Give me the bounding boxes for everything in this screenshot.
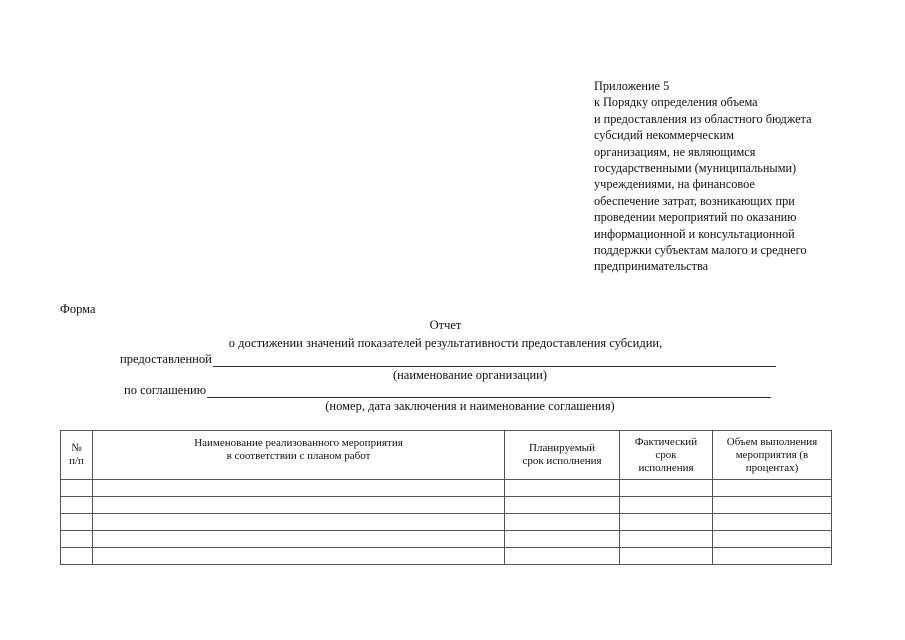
table-cell[interactable] xyxy=(505,497,620,514)
organization-hint: (наименование организации) xyxy=(392,368,548,382)
table-cell[interactable] xyxy=(505,480,620,497)
header-actual-term xyxy=(620,431,713,480)
header-activity-name xyxy=(93,431,505,480)
table-cell[interactable] xyxy=(505,514,620,531)
table-row xyxy=(61,514,832,531)
report-table xyxy=(60,430,832,565)
table-cell[interactable] xyxy=(505,531,620,548)
agreement-label: по соглашению xyxy=(124,383,207,397)
agreement-field[interactable] xyxy=(207,385,771,398)
appendix-line: субсидий некоммерческим xyxy=(594,128,734,143)
table-cell[interactable] xyxy=(93,497,505,514)
table-cell[interactable] xyxy=(61,548,93,565)
table-cell[interactable] xyxy=(620,531,713,548)
agreement-hint: (номер, дата заключения и наименование соглашения) xyxy=(325,399,615,413)
table-cell[interactable] xyxy=(93,514,505,531)
appendix-line: государственными (муниципальными) xyxy=(594,161,797,176)
table-cell[interactable] xyxy=(713,497,832,514)
appendix-line: и предоставления из областного бюджета xyxy=(594,111,812,126)
table-header-row xyxy=(61,431,832,480)
header-actual-line: исполнения xyxy=(638,461,694,474)
provided-label: предоставленной xyxy=(120,352,212,366)
header-planned-line: Планируемый xyxy=(529,442,595,454)
table-cell[interactable] xyxy=(61,497,93,514)
table-cell[interactable] xyxy=(713,514,832,531)
report-title: Отчет xyxy=(429,318,462,332)
form-label: Форма xyxy=(60,302,96,316)
header-volume-percent xyxy=(713,431,832,480)
table-cell[interactable] xyxy=(620,497,713,514)
table-cell[interactable] xyxy=(93,531,505,548)
header-actual-line: срок xyxy=(655,448,677,461)
appendix-block xyxy=(594,78,894,275)
table-cell[interactable] xyxy=(61,531,93,548)
agreement-row xyxy=(124,383,771,398)
table-cell[interactable] xyxy=(505,548,620,565)
header-planned-line: срок исполнения xyxy=(522,455,602,467)
header-planned-term xyxy=(505,431,620,480)
table-cell[interactable] xyxy=(93,480,505,497)
appendix-line: поддержки субъектам малого и среднего xyxy=(594,243,807,258)
header-number-line: № xyxy=(71,442,82,454)
header-actual-line: Фактический xyxy=(634,435,698,448)
table-cell[interactable] xyxy=(620,480,713,497)
header-number-line: п/п xyxy=(69,455,84,467)
table-cell[interactable] xyxy=(620,514,713,531)
report-subtitle: о достижении значений показателей результативности предоставления субсидии, xyxy=(228,336,663,350)
header-volume-line: процентах) xyxy=(745,461,799,474)
table-cell[interactable] xyxy=(93,548,505,565)
header-volume-line: Объем выполнения xyxy=(726,435,818,448)
appendix-line: организациям, не являющимся xyxy=(594,144,756,159)
header-activity-line: в соответствии с планом работ xyxy=(226,450,371,462)
header-volume-line: мероприятия (в xyxy=(735,448,809,461)
table-cell[interactable] xyxy=(61,480,93,497)
table-cell[interactable] xyxy=(61,514,93,531)
appendix-line: обеспечение затрат, возникающих при xyxy=(594,193,795,208)
header-activity-line: Наименование реализованного мероприятия xyxy=(194,437,403,449)
table-row xyxy=(61,548,832,565)
appendix-line: к Порядку определения объема xyxy=(594,95,758,110)
table-row xyxy=(61,480,832,497)
table-cell[interactable] xyxy=(713,531,832,548)
table-cell[interactable] xyxy=(713,480,832,497)
appendix-line: учреждениями, на финансовое xyxy=(594,177,755,192)
provided-row xyxy=(120,352,776,367)
table-cell[interactable] xyxy=(713,548,832,565)
table-cell[interactable] xyxy=(620,548,713,565)
appendix-line: информационной и консультационной xyxy=(594,226,795,241)
organization-name-field[interactable] xyxy=(213,354,776,367)
header-number xyxy=(61,431,93,480)
appendix-line: Приложение 5 xyxy=(594,79,670,93)
appendix-line: предпринимательства xyxy=(594,259,709,274)
table-row xyxy=(61,497,832,514)
appendix-line: проведении мероприятий по оказанию xyxy=(594,210,797,225)
table-row xyxy=(61,531,832,548)
